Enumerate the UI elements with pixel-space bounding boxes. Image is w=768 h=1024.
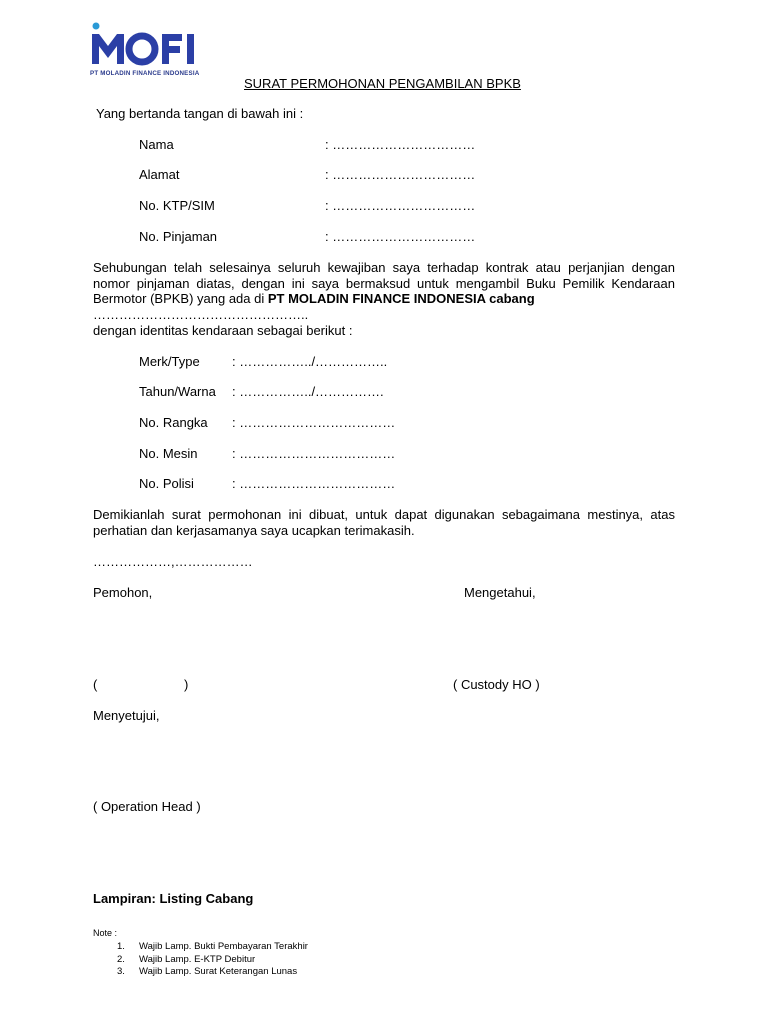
applicant-signature: ( )	[93, 677, 189, 692]
field-label-alamat: Alamat	[139, 167, 180, 182]
field-value-nama: : ……………………………	[325, 137, 476, 152]
field-value-alamat: : ……………………………	[325, 167, 476, 182]
vehicle-intro: dengan identitas kendaraan sebagai berikut :	[93, 323, 353, 338]
company-logo	[90, 20, 215, 82]
note-item-1: Wajib Lamp. Bukti Pembayaran Terakhir	[139, 941, 308, 952]
note-num-2: 2.	[117, 954, 125, 965]
field-value-pinjaman: : ……………………………	[325, 229, 476, 244]
note-num-1: 1.	[117, 941, 125, 952]
document-title: SURAT PERMOHONAN PENGAMBILAN BPKB	[244, 76, 521, 91]
field-label-pinjaman: No. Pinjaman	[139, 229, 218, 244]
field-label-nama: Nama	[139, 137, 174, 152]
note-num-3: 3.	[117, 966, 125, 977]
note-item-2: Wajib Lamp. E-KTP Debitur	[139, 954, 256, 965]
branch-dots: …………………………………………..	[93, 307, 309, 322]
field-label-ktp: No. KTP/SIM	[139, 198, 215, 213]
vehicle-label-mesin: No. Mesin	[139, 446, 198, 461]
vehicle-value-mesin: : ………………………………	[232, 446, 396, 461]
acknowledge-label: Mengetahui,	[464, 585, 536, 600]
vehicle-label-rangka: No. Rangka	[139, 415, 208, 430]
approve-label: Menyetujui,	[93, 708, 160, 723]
closing-paragraph: Demikianlah surat permohonan ini dibuat, untuk dapat digunakan sebagaimana mestinya, atas perhatian dan kerjasamanya saya ucapkan terimakasih.	[93, 507, 675, 538]
vehicle-value-polisi: : ………………………………	[232, 476, 396, 491]
vehicle-label-polisi: No. Polisi	[139, 476, 194, 491]
field-value-ktp: : ……………………………	[325, 198, 476, 213]
note-item-3: Wajib Lamp. Surat Keterangan Lunas	[139, 966, 298, 977]
operation-head-signature: ( Operation Head )	[93, 799, 201, 814]
vehicle-label-tahun: Tahun/Warna	[139, 384, 216, 399]
note-title: Note :	[93, 928, 118, 938]
vehicle-value-merk: : ……………../……………..	[232, 354, 388, 369]
body-text: Sehubungan telah selesainya seluruh kewajiban saya terhadap kontrak atau perjanjian dengan nomor pinjaman diatas, dengan ini saya bermaksud untuk mengambil Buku Pemilik Kendaraan Bermotor (BPKB) yang ada di	[93, 260, 675, 307]
vehicle-label-merk: Merk/Type	[139, 354, 200, 369]
attachment-label: Lampiran: Listing Cabang	[93, 891, 254, 906]
applicant-label: Pemohon,	[93, 585, 153, 600]
custody-signature: ( Custody HO )	[453, 677, 540, 692]
vehicle-value-rangka: : ………………………………	[232, 415, 396, 430]
place-date: ………………,………………	[93, 554, 253, 569]
mofi-logo-icon	[90, 20, 215, 68]
company-branch: PT MOLADIN FINANCE INDONESIA cabang	[267, 291, 535, 307]
logo-subtitle: PT MOLADIN FINANCE INDONESIA	[90, 70, 200, 77]
vehicle-value-tahun: : ……………../…………….	[232, 384, 384, 399]
body-paragraph	[93, 260, 675, 307]
intro-text: Yang bertanda tangan di bawah ini :	[96, 106, 304, 121]
